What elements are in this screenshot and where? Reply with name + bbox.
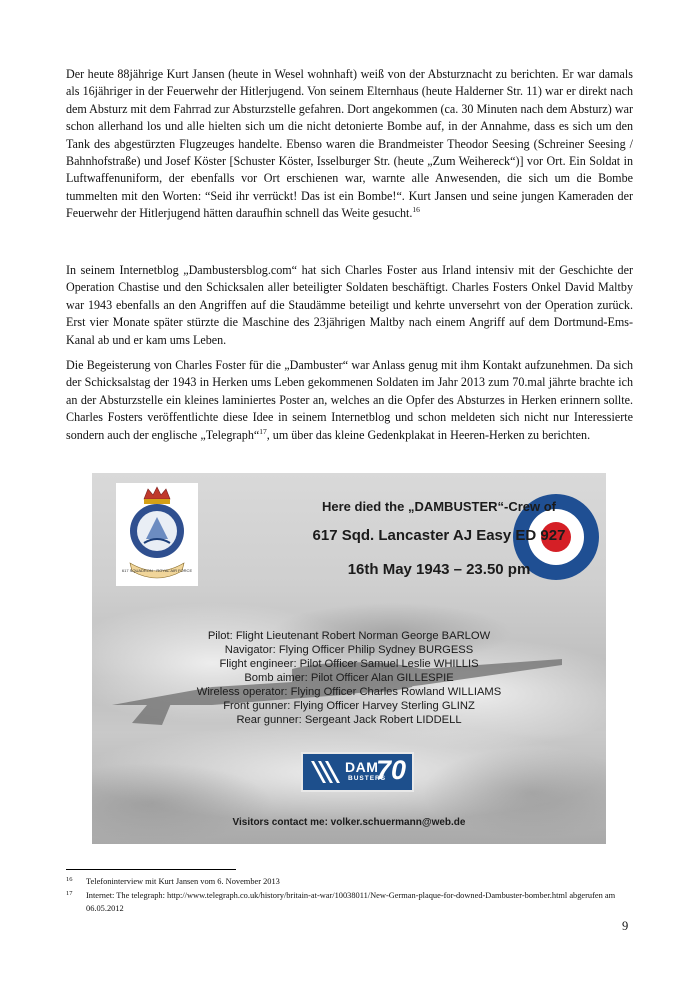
footnote-ref-17[interactable]: 17 [259,426,267,436]
footnote-17 [66,890,626,915]
paragraph-charles-foster: In seinem Internetblog „Dambustersblog.com“ hat sich Charles Foster aus Irland intensiv mit der Geschichte der Operation Chastise und den Schicksalen aller beteiligter Soldaten beschäftigt. Charles Fosters Onkel David Maltby war 1943 ebenfalls an den Angriffen auf die Staudämme beteiligt und kehrte unversehrt von der Operation zurück. Erst vier Monate später stürzte die Maschine des 23jährigen Maltby nach einem Angriff auf dem Dortmund-Ems-Kanal ab und er kam ums Leben. [66,263,633,347]
poster-heading: Here died the „DAMBUSTER“-Crew of [321,499,557,514]
footnote-number: 17 [66,890,73,897]
crew-pilot: Pilot: Flight Lieutenant Robert Norman George BARLOW [207,630,491,642]
dambusters-70-logo [301,752,414,792]
footnote-text[interactable]: Internet: The telegraph: http://www.telegraph.co.uk/history/britain-at-war/10038011/New-German-plaque-for-downed-Dambuster-bomber.html abgerufen am 06.05.2012 [86,891,616,913]
logo-dam-text: DAM [345,759,379,775]
footnote-16 [66,876,626,889]
logo-70-text: 70 [376,755,407,785]
crew-wireless-operator: Wireless operator: Flying Officer Charles Rowland WILLIAMS [196,686,502,698]
footnote-divider [66,869,236,870]
memorial-poster [92,473,606,844]
footnote-ref-16[interactable]: 16 [412,205,420,215]
page-number: 9 [622,919,629,933]
footnote-number: 16 [66,876,73,883]
crew-rear-gunner: Rear gunner: Sergeant Jack Robert LIDDELL [236,714,462,726]
crew-bomb-aimer: Bomb aimer: Pilot Officer Alan GILLESPIE [244,672,454,684]
crew-navigator: Navigator: Flying Officer Philip Sydney BURGESS [224,644,474,656]
visitors-contact: Visitors contact me: volker.schuermann@web.de [232,817,466,828]
crew-flight-engineer: Flight engineer: Pilot Officer Samuel Leslie WHILLIS [219,658,479,670]
svg-text:617 SQUADRON · ROYAL AIR FORCE: 617 SQUADRON · ROYAL AIR FORCE [121,568,193,573]
footnote-text: Telefoninterview mit Kurt Jansen vom 6. November 2013 [86,877,280,886]
paragraph-poster: Die Begeisterung von Charles Foster für die „Dambuster“ war Anlass genug mit ihm Kontakt aufzunehmen. Da sich der Schicksalstag der 1943 in Herken ums Leben gekommenen Soldaten im Jahr 2013 zum 70.mal jährte brachte ich an der Absturzstelle ein kleines laminiertes Poster an, welches an die Opfer des Absturzes in Herken erinnern sollte. Charles Fosters veröffentlichte diese Idee in seinem Internetblog und schon meldeten sich nicht nur Interessierte sondern auch der englische „Telegraph“$^{17}$, um über das kleine Gedenkplakat in Heeren-Herken zu berichten. [66,358,633,442]
crew-front-gunner: Front gunner: Flying Officer Harvey Sterling GLINZ [223,700,475,712]
logo-busters-text: BUSTERS [348,775,387,782]
dam-stripes-icon [309,759,343,785]
poster-date: 16th May 1943 – 23.50 pm [347,561,531,578]
poster-aircraft: 617 Sqd. Lancaster AJ Easy ED 927 [312,527,566,544]
paragraph-kurt-jansen: Der heute 88jährige Kurt Jansen (heute in Wesel wohnhaft) weiß von der Absturznacht zu berichten. Er war damals als 16jähriger in der Feuerwehr der Hitlerjugend. Von seinem Elternhaus (heute Halderner Str. 11) war er direkt nach dem Absturz mit dem Fahrrad zur Absturzstelle gefahren. Dort angekommen (ca. 30 Minuten nach dem Absturz) war schon allerhand los und alle hielten sich um die nicht detonierte Bombe auf, in der Annahme, dass es sich um den Tank des abgestürzten Flugzeuges handelte. Ebenso waren die Brandmeister Theodor Seesing (Schreiner Seesing / Bahnhofstraße) und Josef Köster [Schuster Köster, Isselburger Str. (heute „Zum Weihereck“)] vor Ort. Ein Soldat in Luftwaffenuniform, der ebenfalls vor Ort erschienen war, warnte alle Anwesenden, die sich um die Bombe tummelten mit den Worten: “Seid ihr verrückt! Das ist ein Bombe!“. Kurt Jansen und seine jungen Kameraden der Feuerwehr der Hitlerjugend hätten daraufhin schnell das Weite gesucht.$^{16}$ [66,67,633,221]
